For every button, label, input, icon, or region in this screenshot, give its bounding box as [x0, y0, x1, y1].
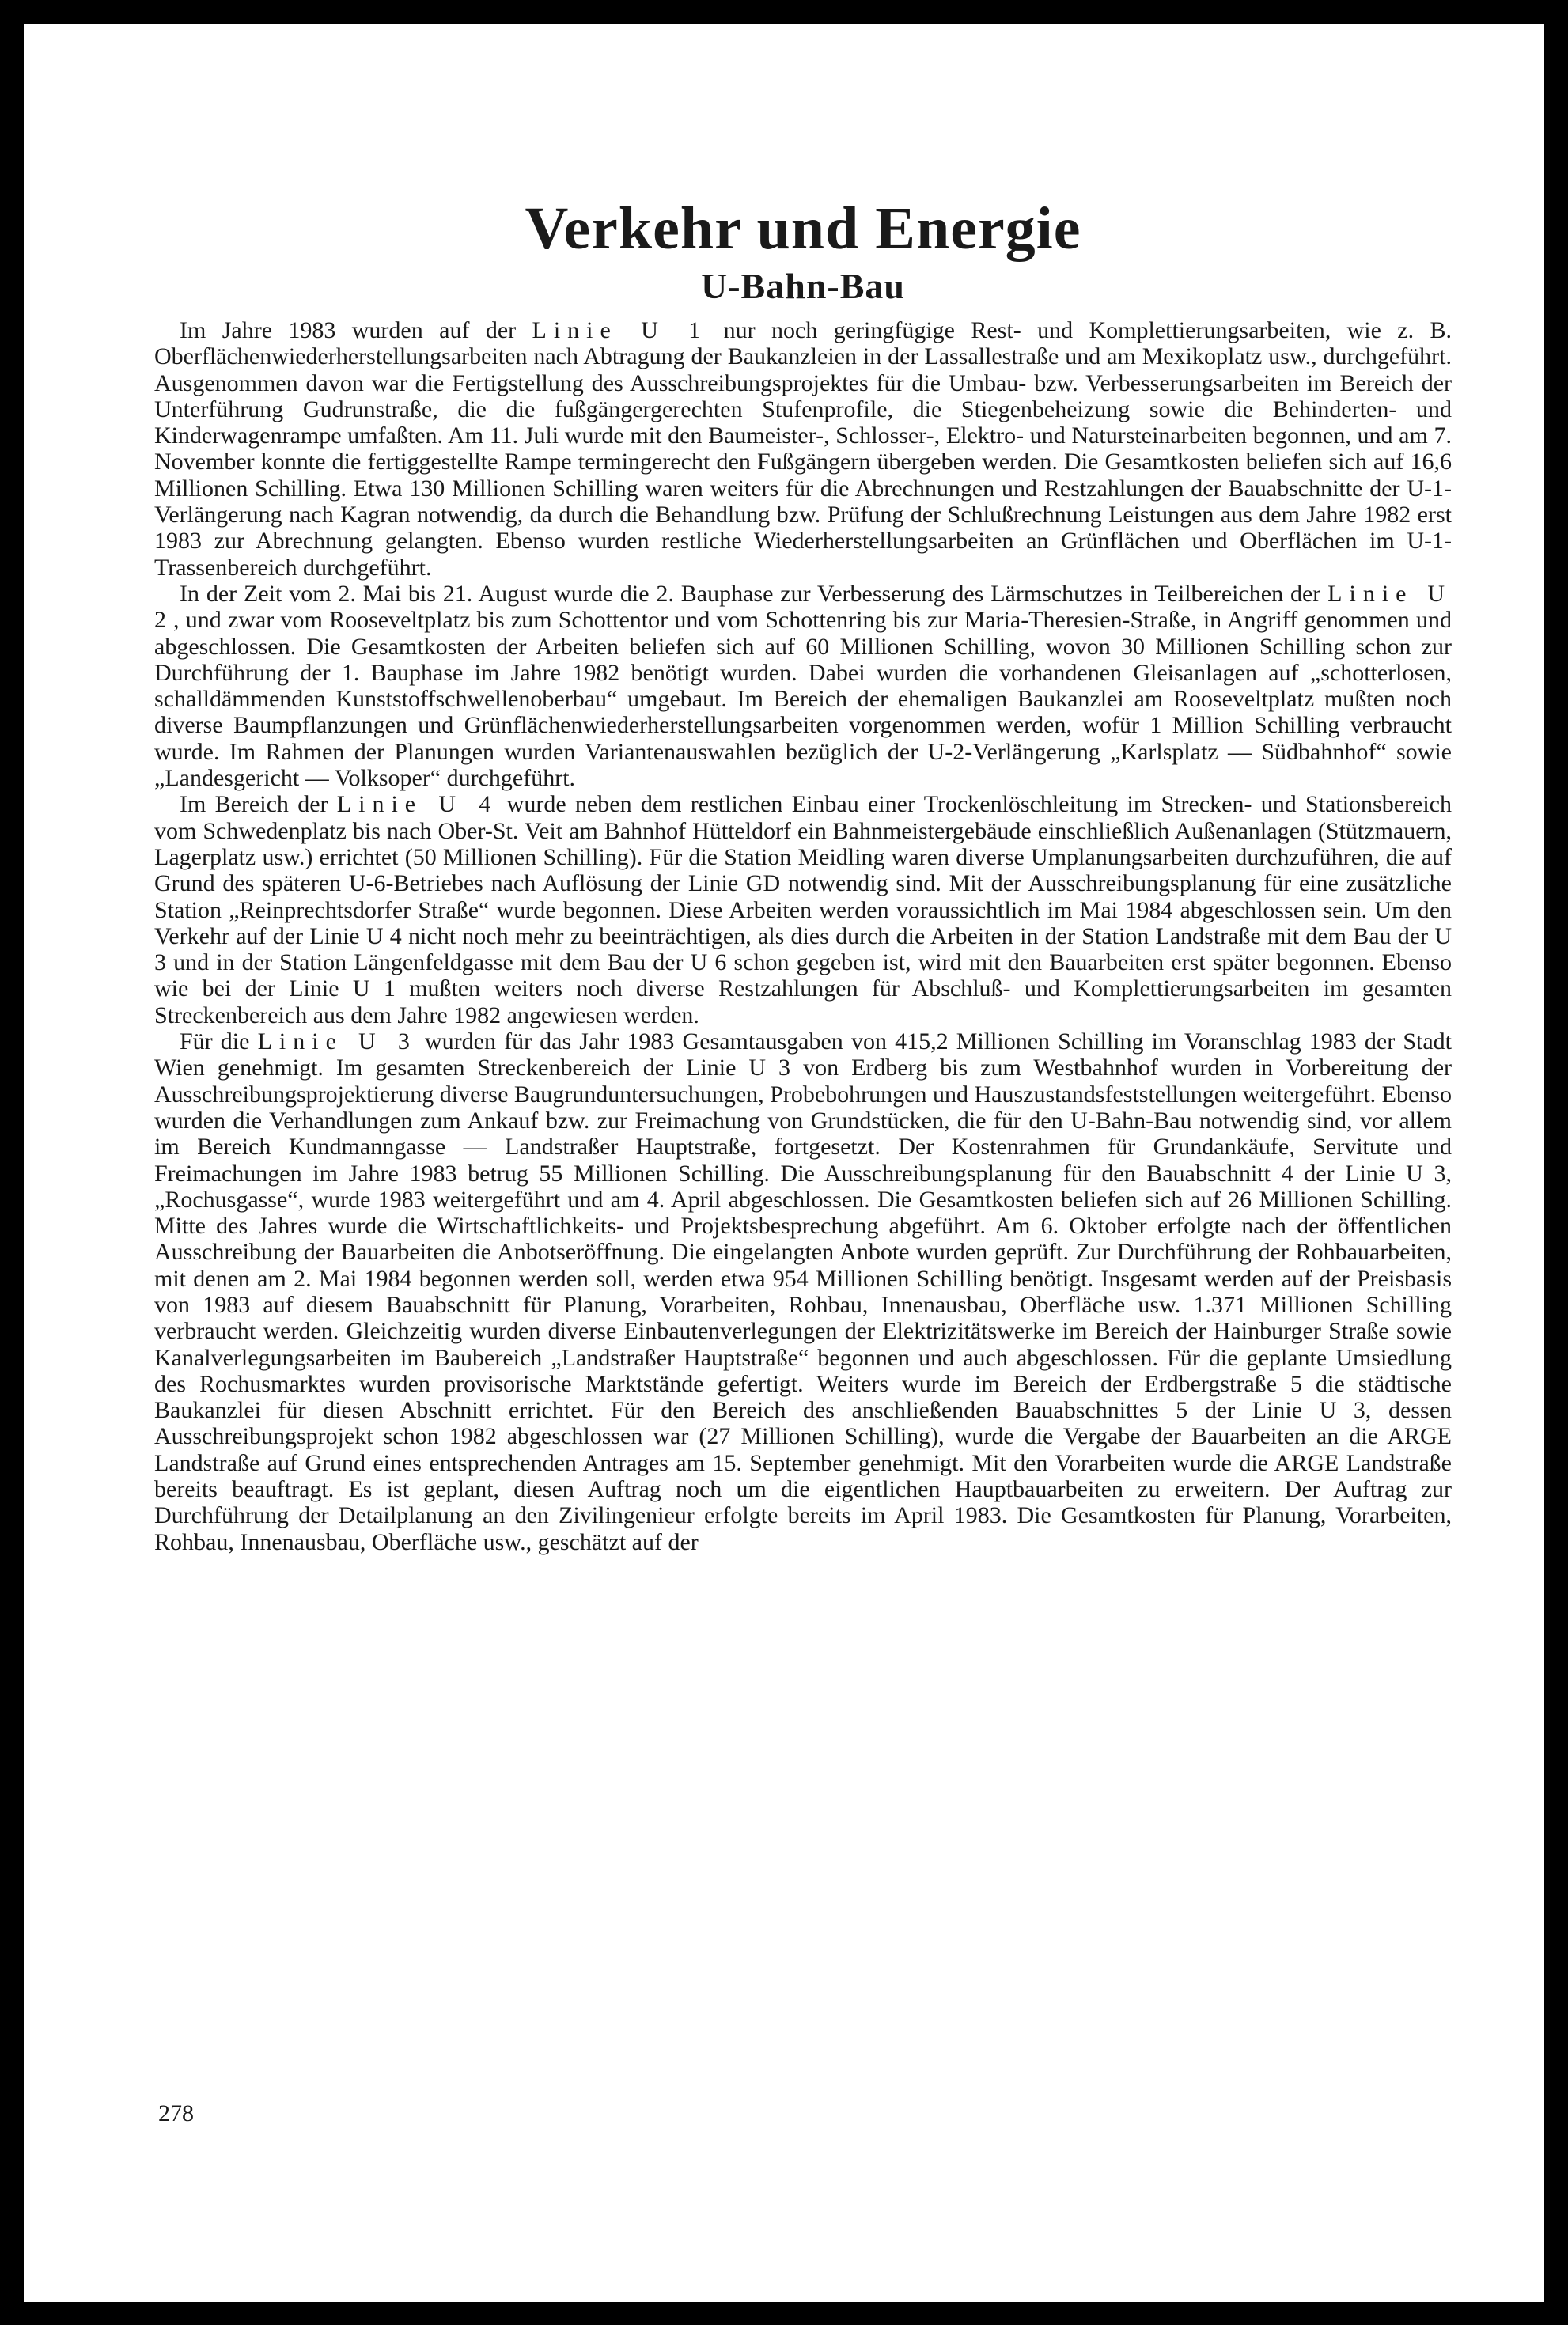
paragraph-text: In der Zeit vom 2. Mai bis 21. August wurde die 2. Bauphase zur Verbesserung des Lärmschutzes in Teilbereichen der — [180, 580, 1328, 607]
paragraph-linie-u4 — [154, 791, 1452, 1028]
page-content — [154, 194, 1452, 1555]
paragraph-text: wurden für das Jahr 1983 Gesamtausgaben von 415,2 Millionen Schilling im Voranschlag 1983 der Stadt Wien genehmigt. Im gesamten Streckenbereich der Linie U 3 von Erdberg bis zum Westbahnhof wurden in Vorbereitung der Ausschreibungsprojektierung diverse Baugrunduntersuchungen, Probebohrungen und Hauszustandsfeststellungen weitergeführt. Ebenso wurden die Verhandlungen zum Ankauf bzw. zur Freimachung von Grundstücken, die für den U-Bahn-Bau notwendig sind, vor allem im Bereich Kundmanngasse — Landstraßer Hauptstraße, fortgesetzt. Der Kostenrahmen für Grundankäufe, Servitute und Freimachungen im Jahre 1983 betrug 55 Millionen Schilling. Die Ausschreibungsplanung für den Bauabschnitt 4 der Linie U 3, „Rochusgasse“, wurde 1983 weitergeführt und am 4. April abgeschlossen. Die Gesamtkosten beliefen sich auf 26 Millionen Schilling. Mitte des Jahres wurde die Wirtschaftlichkeits- und Projektsbesprechung abgeführt. Am 6. Oktober erfolgte nach der öffentlichen Ausschreibung der Bauarbeiten die Anbotseröffnung. Die eingelangten Anbote wurden geprüft. Zur Durchführung der Rohbauarbeiten, mit denen am 2. Mai 1984 begonnen werden soll, werden etwa 954 Millionen Schilling benötigt. Insgesamt werden auf der Preisbasis von 1983 auf diesem Bauabschnitt für Planung, Vorarbeiten, Rohbau, Innenausbau, Oberfläche usw. 1.371 Millionen Schilling verbraucht werden. Gleichzeitig wurden diverse Einbautenverlegungen der Elektrizitätswerke im Bereich der Hainburger Straße sowie Kanalverlegungsarbeiten im Baubereich „Landstraßer Hauptstraße“ begonnen und auch abgeschlossen. Für die geplante Umsiedlung des Rochusmarktes wurden provisorische Marktstände gefertigt. Weiters wurde im Bereich der Erdbergstraße 5 die städtische Baukanzlei für diesen Abschnitt errichtet. Für den Bereich des anschließenden Bauabschnittes 5 der Linie U 3, dessen Ausschreibungsprojekt schon 1982 abgeschlossen war (27 Millionen Schilling), wurde die Vergabe der Bauarbeiten an die ARGE Landstraße auf Grund eines entsprechenden Antrages am 15. September genehmigt. Mit den Vorarbeiten wurde die ARGE Landstraße bereits beauftragt. Es ist geplant, diesen Auftrag noch um die eigentlichen Hauptbauarbeiten zu erweitern. Der Auftrag zur Durchführung der Detailplanung an den Zivilingenieur erfolgte bereits im April 1983. Die Gesamtkosten für Planung, Vorarbeiten, Rohbau, Innenausbau, Oberfläche usw., geschätzt auf der — [154, 1028, 1452, 1555]
page-number: 278 — [158, 2100, 194, 2126]
paragraph-text: Im Jahre 1983 wurden auf der — [180, 317, 532, 343]
line-name-u3: Linie U 3 — [257, 1028, 417, 1055]
page-title: Verkehr und Energie — [525, 195, 1081, 262]
line-name-u4: Linie U 4 — [336, 791, 498, 818]
paragraph-linie-u3 — [154, 1028, 1452, 1555]
section-subtitle: U-Bahn-Bau — [701, 266, 905, 306]
paragraph-text: Im Bereich der — [180, 791, 337, 818]
paragraph-text: Für die — [180, 1028, 258, 1055]
paragraph-linie-u1 — [154, 317, 1452, 581]
paragraph-linie-u2 — [154, 581, 1452, 791]
paragraph-text: wurde neben dem restlichen Einbau einer Trockenlöschleitung im Strecken- und Stationsbereich vom Schwedenplatz bis nach Ober-St. Veit am Bahnhof Hütteldorf ein Bahnmeistergebäude einschließlich Außenanlagen (Stützmauern, Lagerplatz usw.) errichtet (50 Millionen Schilling). Für die Station Meidling waren diverse Umplanungsarbeiten durchzuführen, die auf Grund des späteren U-6-Betriebes nach Auflösung der Linie GD notwendig sind. Mit der Ausschreibungsplanung für eine zusätzliche Station „Reinprechtsdorfer Straße“ wurde begonnen. Diese Arbeiten werden voraussichtlich im Mai 1984 abgeschlossen sein. Um den Verkehr auf der Linie U 4 nicht noch mehr zu beeinträchtigen, als dies durch die Arbeiten in der Station Landstraße mit dem Bau der U 3 und in der Station Längenfeldgasse mit dem Bau der U 6 schon gegeben ist, wird mit den Bauarbeiten erst später begonnen. Ebenso wie bei der Linie U 1 mußten weiters noch diverse Restzahlungen für Abschluß- und Komplettierungsarbeiten im gesamten Streckenbereich aus dem Jahre 1982 angewiesen werden. — [154, 791, 1452, 1028]
paragraph-text: nur noch geringfügige Rest- und Komplettierungsarbeiten, wie z. B. Oberflächenwiederherstellungsarbeiten nach Abtragung der Baukanzleien in der Lassallestraße und am Mexikoplatz usw., durchgeführt. Ausgenommen davon war die Fertigstellung des Ausschreibungsprojektes für die Umbau- bzw. Verbesserungsarbeiten im Bereich der Unterführung Gudrunstraße, die die fußgängergerechten Stufenprofile, die Stiegenbeheizung sowie die Behinderten- und Kinderwagenrampe umfaßten. Am 11. Juli wurde mit den Baumeister-, Schlosser-, Elektro- und Natursteinarbeiten begonnen, und am 7. November konnte die fertiggestellte Rampe termingerecht den Fußgängern übergeben werden. Die Gesamtkosten beliefen sich auf 16,6 Millionen Schilling. Etwa 130 Millionen Schilling waren weiters für die Abrechnungen und Restzahlungen der Bauabschnitte der U-1-Verlängerung nach Kagran notwendig, da durch die Behandlung bzw. Prüfung der Schlußrechnung Leistungen aus dem Jahre 1982 erst 1983 zur Abrechnung gelangten. Ebenso wurden restliche Wiederherstellungsarbeiten an Grünflächen und Oberflächen im U-1-Trassenbereich durchgeführt. — [154, 317, 1452, 581]
document-page — [24, 24, 1544, 2302]
paragraph-text: , und zwar vom Rooseveltplatz bis zum Schottentor und vom Schottenring bis zur Maria-Theresien-Straße, in Angriff genommen und abgeschlossen. Die Gesamtkosten der Arbeiten beliefen sich auf 60 Millionen Schilling, wovon 30 Millionen Schilling schon zur Durchführung der 1. Bauphase im Jahre 1982 benötigt wurden. Dabei wurden die vorhandenen Gleisanlagen auf „schotterlosen, schalldämmenden Kunststoffschwellenoberbau“ umgebaut. Im Bereich der ehemaligen Baukanzlei am Rooseveltplatz mußten noch diverse Baumpflanzungen und Grünflächenwiederherstellungsarbeiten vorgenommen werden, wofür 1 Million Schilling verbraucht wurde. Im Rahmen der Planungen wurden Variantenauswahlen bezüglich der U-2-Verlängerung „Karlsplatz — Südbahnhof“ sowie „Landesgericht — Volksoper“ durchgeführt. — [154, 607, 1452, 792]
line-name-u2: Linie U 2 — [154, 580, 1452, 634]
line-name-u1: Linie U 1 — [532, 317, 708, 343]
